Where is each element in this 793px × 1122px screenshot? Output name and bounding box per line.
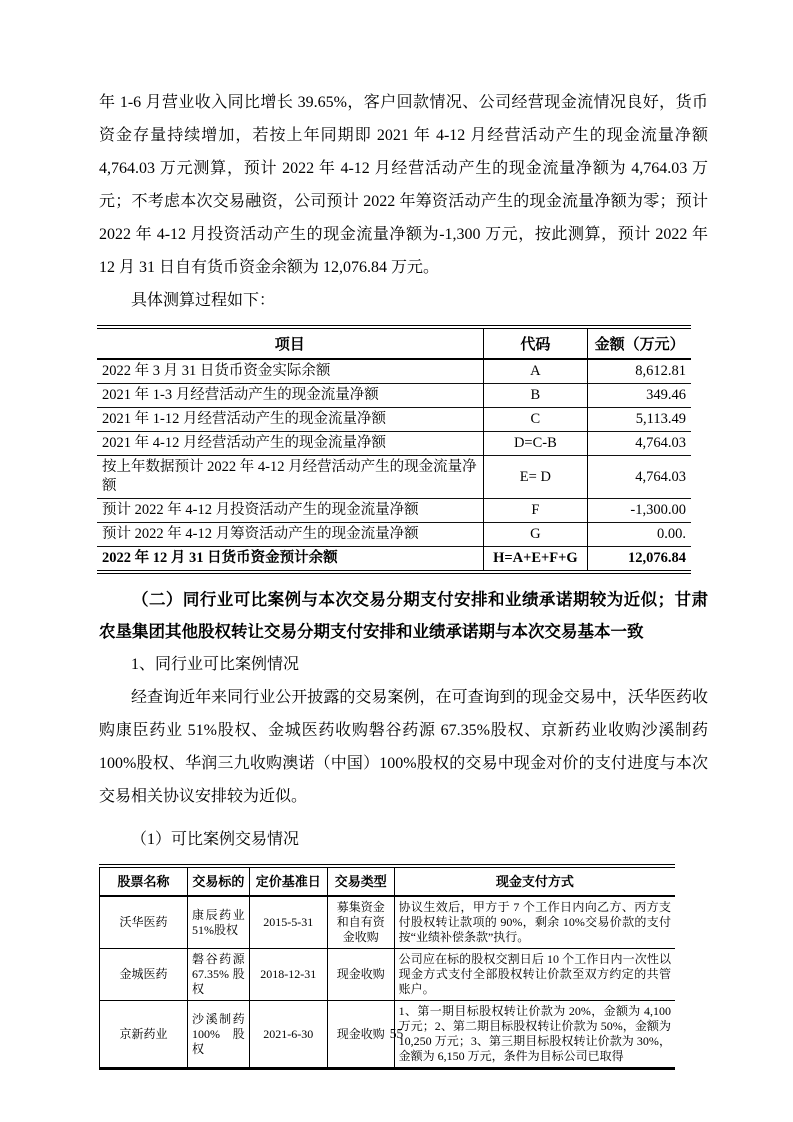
table-row [100, 896, 676, 949]
calc-total-row [97, 547, 691, 573]
cases-header-date: 定价基准日 [249, 866, 327, 896]
calc-amount: 4,764.03 [635, 435, 686, 451]
calc-code: D=C-B [483, 432, 588, 456]
calc-header-item: 项目 [97, 327, 483, 359]
calc-table [97, 325, 691, 574]
paragraph-comparable-cases: 经查询近年来同行业公开披露的交易案例，在可查询到的现金交易中，沃华医药收购康臣药业 51%股权、金城医药收购磐谷药源 67.35%股权、京新药业收购沙溪制药 100%股权、华润三九收购澳诺（中国）100%股权的交易中现金对价的支付进度与本次交易相关协议安排较为近似。 [99, 689, 708, 805]
case-deal-type: 现金收购 [327, 949, 394, 1001]
case-payment-terms: 公司应在标的股权交割日后 10 个工作日内一次性以现金方式支付全部股权转让价款至双方约定的共管账户。 [394, 949, 675, 1001]
cases-table-header-row [100, 866, 676, 896]
section-heading-2: （二）同行业可比案例与本次交易分期支付安排和业绩承诺期较为近似；甘肃农垦集团其他股权转让交易分期支付安排和业绩承诺期与本次交易基本一致 [99, 590, 708, 641]
case-target: 康辰药业 51%股权 [188, 896, 250, 949]
case-payment-terms: 协议生效后，甲方于 7 个工作日内向乙方、丙方支付股权转让款项的 90%，剩余 10%交易价款的支付按“业绩补偿条款”执行。 [394, 896, 675, 949]
cases-header-target: 交易标的 [188, 866, 250, 896]
calc-item: 2021 年 1-3 月经营活动产生的现金流量净额 [102, 387, 379, 403]
calc-item: 预计 2022 年 4-12 月投资活动产生的现金流量净额 [102, 502, 419, 518]
calc-item: 按上年数据预计 2022 年 4-12 月经营活动产生的现金流量净额 [102, 459, 477, 494]
case-pricing-date: 2015-5-31 [249, 896, 327, 949]
calc-header-amount: 金额（万元） [588, 327, 691, 359]
table-row [97, 384, 691, 408]
calc-code: H=A+E+F+G [483, 547, 588, 573]
calc-amount: 5,113.49 [635, 411, 686, 427]
table-row [97, 499, 691, 523]
table-row [97, 432, 691, 456]
paragraph-cash-forecast: 年 1-6 月营业收入同比增长 39.65%，客户回款情况、公司经营现金流情况良好，货币资金存量持续增加，若按上年同期即 2021 年 4-12 月经营活动产生的现金流量净额 4,764.03 万元测算，预计 2022 年 4-12 月经营活动产生的现金流量净额为 4,764.03 万元；不考虑本次交易融资，公司预计 2022 年筹资活动产生的现金流量净额为零；预计 2022 年 4-12 月投资活动产生的现金流量净额为-1,300 万元，按此测算，预计 2022 年 12 月 31 日自有货币资金余额为 12,076.84 万元。 [99, 94, 708, 276]
calc-amount: 349.46 [646, 387, 686, 403]
calc-amount: -1,300.00 [630, 502, 686, 518]
calc-item: 2022 年 12 月 31 日货币资金预计余额 [102, 550, 338, 566]
calc-table-header-row [97, 327, 691, 359]
case-payment-terms: 1、第一期目标股权转让价款为 20%，金额为 4,100 万元；2、第二期目标股权转让价款为 50%，金额为 10,250 万元；3、第三期目标股权转让价款为 30%，金额为 6,150 万元，条件为目标公司已取得 [394, 1001, 675, 1069]
table-row [100, 949, 676, 1001]
cases-header-payment: 现金支付方式 [394, 866, 675, 896]
case-stock-name: 京新药业 [100, 1001, 188, 1069]
case-stock-name: 沃华医药 [100, 896, 188, 949]
calc-amount: 12,076.84 [628, 550, 686, 566]
calc-code: G [483, 523, 588, 547]
paragraph-calc-intro: 具体测算过程如下： [131, 292, 276, 309]
calc-item: 2021 年 4-12 月经营活动产生的现金流量净额 [102, 435, 386, 451]
spacer [99, 813, 708, 823]
calc-code: F [483, 499, 588, 523]
subsection-1-1-title: （1）可比案例交易情况 [131, 831, 300, 848]
page-content [99, 86, 708, 1070]
case-stock-name: 金城医药 [100, 949, 188, 1001]
case-pricing-date: 2021-6-30 [249, 1001, 327, 1069]
case-deal-type: 现金收购 [327, 1001, 394, 1069]
calc-amount: 0.00. [657, 526, 686, 542]
cases-header-stock: 股票名称 [100, 866, 188, 896]
calc-header-code: 代码 [483, 327, 588, 359]
calc-amount: 4,764.03 [635, 468, 686, 485]
subsection-1-title: 1、同行业可比案例情况 [131, 656, 300, 673]
calc-amount: 8,612.81 [635, 363, 686, 379]
calc-code: C [483, 408, 588, 432]
case-deal-type: 募集资金和自有资金收购 [327, 896, 394, 949]
calc-item: 预计 2022 年 4-12 月筹资活动产生的现金流量净额 [102, 526, 419, 542]
table-row [97, 523, 691, 547]
table-row [97, 359, 691, 384]
page-number: 55 [389, 1026, 404, 1041]
case-target: 沙溪制药 100% 股权 [188, 1001, 250, 1069]
case-pricing-date: 2018-12-31 [249, 949, 327, 1001]
case-target: 磐谷药源 67.35% 股权 [188, 949, 250, 1001]
calc-code: B [483, 384, 588, 408]
calc-code: A [483, 359, 588, 384]
calc-item: 2022 年 3 月 31 日货币资金实际余额 [102, 363, 331, 379]
calc-item: 2021 年 1-12 月经营活动产生的现金流量净额 [102, 411, 386, 427]
calc-code: E= D [483, 456, 588, 499]
table-row [97, 456, 691, 499]
cases-header-type: 交易类型 [327, 866, 394, 896]
table-row [97, 408, 691, 432]
